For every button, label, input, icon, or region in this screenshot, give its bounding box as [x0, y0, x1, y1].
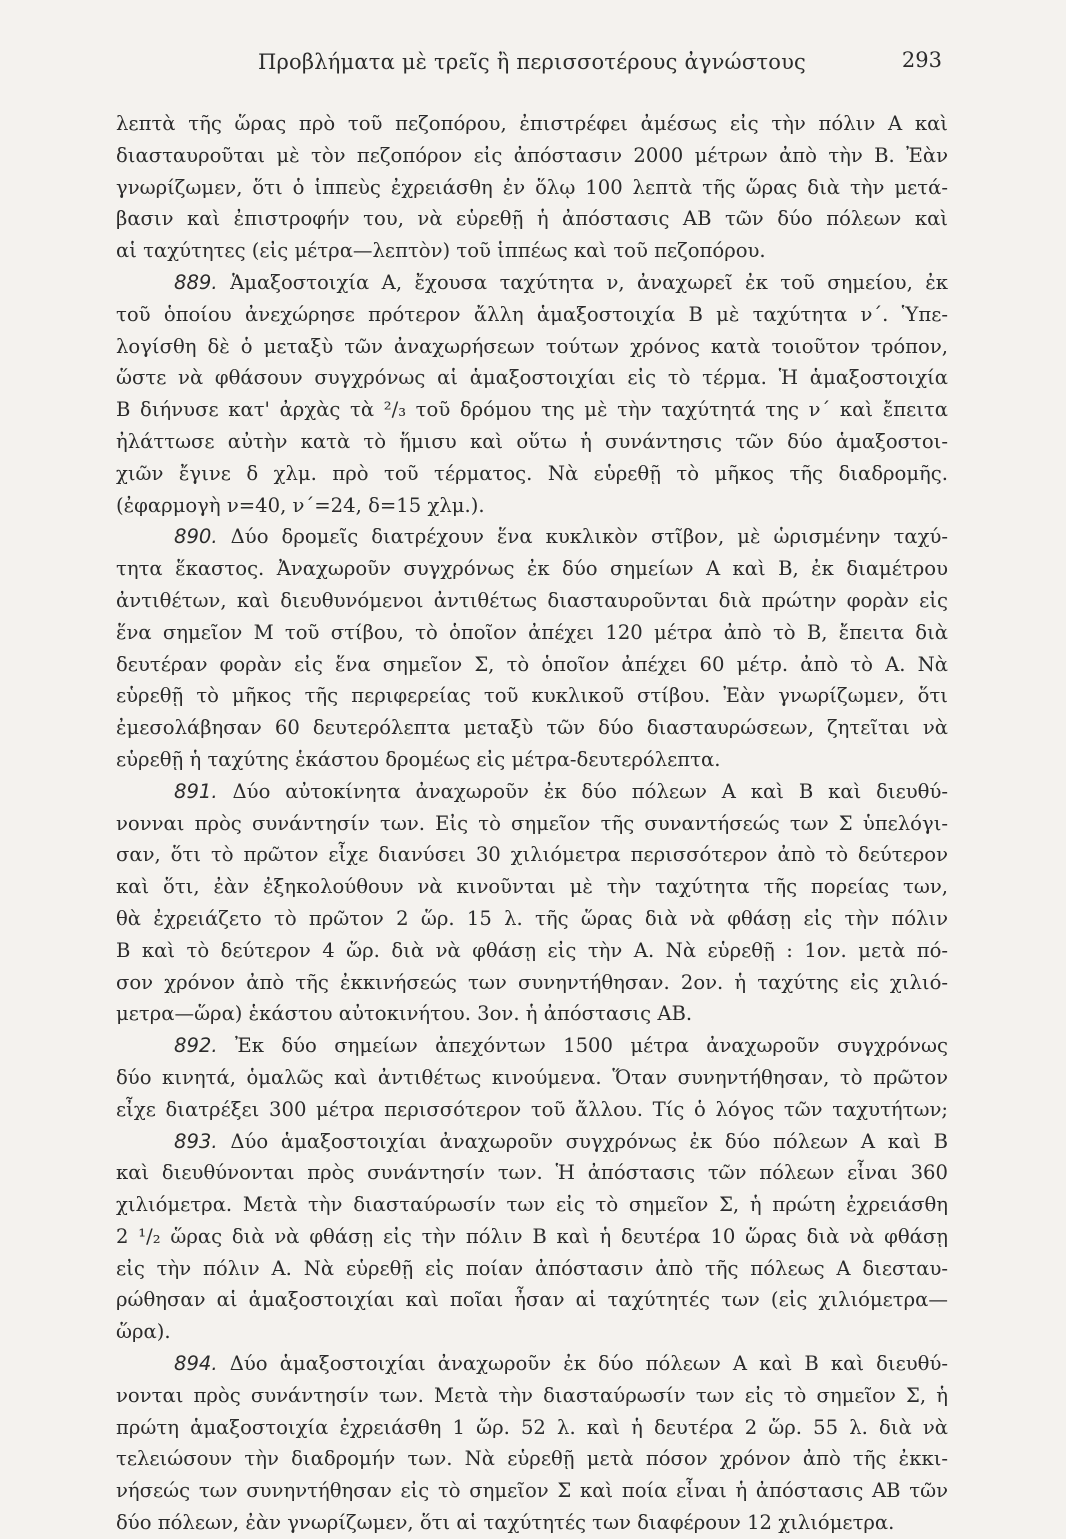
- problem-first-line: [116, 267, 948, 299]
- line-text: χιῶν ἔγινε δ χλμ. πρὸ τοῦ τέρματος. Νὰ εὑρεθῇ τὸ μῆκος τῆς διαδρομῆς.: [116, 461, 948, 485]
- text-line: [116, 1157, 948, 1189]
- problem-first-line: [116, 521, 948, 553]
- line-text: ρώθησαν αἱ ἁμαξοστοιχίαι καὶ ποῖαι ἦσαν αἱ ταχύτητές των (εἰς χιλιόμετρα—: [116, 1288, 948, 1312]
- text-line: [116, 903, 948, 935]
- problem-first-line: [116, 1030, 948, 1062]
- problem-number: 892.: [174, 1034, 218, 1058]
- line-text: εἰς τὴν πόλιν Α. Νὰ εὑρεθῇ εἰς ποίαν ἀπόστασιν ἀπὸ τῆς πόλεως Α διεσταυ-: [116, 1256, 948, 1280]
- line-text: ὥρα).: [116, 1320, 171, 1344]
- line-text: νονναι πρὸς συνάντησίν των. Εἰς τὸ σημεῖον τῆς συναντήσεώς των Σ ὑπελόγι-: [116, 811, 948, 835]
- line-text: Β καὶ τὸ δεύτερον 4 ὥρ. διὰ νὰ φθάσῃ εἰς τὴν Α. Νὰ εὑρεθῇ : 1ον. μετὰ πό-: [116, 938, 948, 962]
- line-text: λογίσθη δὲ ὁ μεταξὺ τῶν ἀναχωρήσεων τούτων χρόνος κατὰ τοιοῦτον τρόπον,: [116, 334, 948, 358]
- line-text: λεπτὰ τῆς ὥρας πρὸ τοῦ πεζοπόρου, ἐπιστρέφει ἀμέσως εἰς τὴν πόλιν Α καὶ: [116, 112, 948, 135]
- text-line: [116, 1507, 948, 1539]
- text-line: [116, 140, 948, 172]
- line-text: αἱ ταχύτητες (εἰς μέτρα—λεπτὸν) τοῦ ἱππέως καὶ τοῦ πεζοπόρου.: [116, 239, 766, 263]
- problem-number: 891.: [174, 779, 218, 803]
- line-text: Ἐκ δύο σημείων ἀπεχόντων 1500 μέτρα ἀναχωροῦν συγχρόνως: [235, 1034, 948, 1058]
- text-line: [116, 1062, 948, 1094]
- line-text: εἶχε διατρέξει 300 μέτρα περισσότερον τοῦ ἄλλου. Τίς ὁ λόγος τῶν ταχυτήτων;: [116, 1097, 948, 1121]
- line-text: ὥστε νὰ φθάσουν συγχρόνως αἱ ἁμαξοστοιχίαι εἰς τὸ τέρμα. Ἡ ἁμαξοστοιχία: [116, 366, 948, 390]
- text-line: [116, 839, 948, 871]
- line-text: Δύο ἁμαξοστοιχίαι ἀναχωροῦν συγχρόνως ἐκ δύο πόλεων Α καὶ Β: [230, 1129, 948, 1153]
- problem-first-line: [116, 776, 948, 808]
- text-line: [116, 1094, 948, 1126]
- text-line: [116, 649, 948, 681]
- problem-number: 889.: [174, 270, 218, 294]
- line-text: ἠλάττωσε αὐτὴν κατὰ τὸ ἥμισυ καὶ οὕτω ἡ συνάντησις τῶν δύο ἁμαξοστοι-: [116, 429, 948, 453]
- text-line: [116, 712, 948, 744]
- line-text: 2 ¹/₂ ὥρας διὰ νὰ φθάσῃ εἰς τὴν πόλιν Β καὶ ἡ δευτέρα 10 ὥρας διὰ νὰ φθάσῃ: [116, 1224, 948, 1248]
- line-text: Δύο ἁμαξοστοιχίαι ἀναχωροῦν ἐκ δύο πόλεων Α καὶ Β καὶ διευθύ-: [229, 1352, 948, 1376]
- text-line: [116, 458, 948, 490]
- text-line: [116, 362, 948, 394]
- line-text: Ἁμαξοστοιχία Α, ἔχουσα ταχύτητα ν, ἀναχωρεῖ ἐκ τοῦ σημείου, ἐκ: [230, 270, 948, 294]
- text-line: [116, 967, 948, 999]
- line-text: βασιν καὶ ἐπιστροφήν του, νὰ εὑρεθῇ ἡ ἀπόστασις ΑΒ τῶν δύο πόλεων καὶ: [116, 207, 948, 231]
- line-text: καὶ ὅτι, ἐὰν ἐξηκολούθουν νὰ κινοῦνται μὲ τὴν ταχύτητα τῆς πορείας των,: [116, 875, 948, 899]
- line-text: νήσεώς των συνηντήθησαν εἰς τὸ σημεῖον Σ καὶ ποία εἶναι ἡ ἀπόστασις ΑΒ τῶν: [116, 1479, 948, 1503]
- line-text: Δύο αὐτοκίνητα ἀναχωροῦν ἐκ δύο πόλεων Α καὶ Β καὶ διευθύ-: [232, 779, 948, 803]
- text-line: [116, 108, 948, 140]
- text-line: [116, 203, 948, 235]
- page-header: [118, 44, 948, 84]
- text-line: [116, 331, 948, 363]
- line-text: ἕνα σημεῖον Μ τοῦ στίβου, τὸ ὁποῖον ἀπέχει 120 μέτρα ἀπὸ τὸ Β, ἔπειτα διὰ: [116, 620, 948, 644]
- text-line: [116, 935, 948, 967]
- line-text: Β διήνυσε κατ' ἀρχὰς τὰ ²/₃ τοῦ δρόμου της μὲ τὴν ταχύτητά της ν΄ καὶ ἔπειτα: [116, 398, 948, 422]
- line-text: νονται πρὸς συνάντησίν των. Μετὰ τὴν διασταύρωσίν των εἰς τὸ σημεῖον Σ, ἡ: [116, 1383, 948, 1407]
- text-line: [116, 1475, 948, 1507]
- line-text: γνωρίζωμεν, ὅτι ὁ ἱππεὺς ἐχρειάσθη ἐν ὅλῳ 100 λεπτὰ τῆς ὥρας διὰ τὴν μετά-: [116, 175, 948, 199]
- line-text: δύο κινητά, ὁμαλῶς καὶ ἀντιθέτως κινούμενα. Ὅταν συνηντήθησαν, τὸ πρῶτον: [116, 1065, 948, 1089]
- text-line: [116, 235, 948, 267]
- line-text: ἐμεσολάβησαν 60 δευτερόλεπτα μεταξὺ τῶν δύο διασταυρώσεων, ζητεῖται νὰ: [116, 716, 948, 740]
- text-line: [116, 744, 948, 776]
- text-line: [116, 1189, 948, 1221]
- text-line: [116, 871, 948, 903]
- text-line: [116, 1253, 948, 1285]
- body-text: [116, 108, 948, 1539]
- line-text: (ἐφαρμογὴ ν=40, ν΄=24, δ=15 χλμ.).: [116, 493, 485, 517]
- text-line: [116, 1284, 948, 1316]
- line-text: καὶ διευθύνονται πρὸς συνάντησίν των. Ἡ ἀπόστασις τῶν πόλεων εἶναι 360: [116, 1161, 948, 1185]
- text-line: [116, 426, 948, 458]
- text-line: [116, 680, 948, 712]
- running-title: Προβλήματα μὲ τρεῖς ἢ περισσοτέρους ἀγνώστους: [258, 50, 807, 74]
- text-line: [116, 299, 948, 331]
- text-line: [116, 998, 948, 1030]
- text-line: [116, 617, 948, 649]
- problem-first-line: [116, 1348, 948, 1380]
- problem-number: 890.: [174, 525, 218, 549]
- problem-number: 893.: [174, 1129, 218, 1153]
- line-text: Δύο δρομεῖς διατρέχουν ἕνα κυκλικὸν στῖβον, μὲ ὡρισμένην ταχύ-: [230, 525, 948, 549]
- text-line: [116, 1412, 948, 1444]
- text-line: [116, 490, 948, 522]
- text-line: [116, 172, 948, 204]
- line-text: εὑρεθῇ τὸ μῆκος τῆς περιφερείας τοῦ κυκλικοῦ στίβου. Ἐὰν γνωρίζωμεν, ὅτι: [116, 684, 948, 708]
- line-text: θὰ ἐχρειάζετο τὸ πρῶτον 2 ὥρ. 15 λ. τῆς ὥρας διὰ νὰ φθάσῃ εἰς τὴν πόλιν: [116, 906, 948, 930]
- line-text: δευτέραν φορὰν εἰς ἕνα σημεῖον Σ, τὸ ὁποῖον ἀπέχει 60 μέτρ. ἀπὸ τὸ Α. Νὰ: [116, 652, 948, 676]
- line-text: σον χρόνον ἀπὸ τῆς ἐκκινήσεώς των συνηντήθησαν. 2ον. ἡ ταχύτης εἰς χιλιό-: [116, 970, 948, 994]
- line-text: δύο πόλεων, ἐὰν γνωρίζωμεν, ὅτι αἱ ταχύτητές των διαφέρουν 12 χιλιόμετρα.: [116, 1511, 895, 1535]
- text-line: [116, 808, 948, 840]
- line-text: σαν, ὅτι τὸ πρῶτον εἶχε διανύσει 30 χιλιόμετρα περισσότερον ἀπὸ τὸ δεύτερον: [116, 843, 948, 867]
- line-text: τελειώσουν τὴν διαδρομήν των. Νὰ εὑρεθῇ μετὰ πόσον χρόνον ἀπὸ τῆς ἐκκι-: [116, 1447, 948, 1471]
- text-line: [116, 1316, 948, 1348]
- text-line: [116, 553, 948, 585]
- text-line: [116, 1380, 948, 1412]
- line-text: εὑρεθῇ ἡ ταχύτης ἑκάστου δρομέως εἰς μέτρα-δευτερόλεπτα.: [116, 747, 721, 771]
- line-text: μετρα—ὥρα) ἑκάστου αὐτοκινήτου. 3ον. ἡ ἀπόστασις ΑΒ.: [116, 1002, 693, 1026]
- line-text: διασταυροῦται μὲ τὸν πεζοπόρον εἰς ἀπόστασιν 2000 μέτρων ἀπὸ τὴν Β. Ἐὰν: [116, 143, 948, 167]
- text-line: [116, 1221, 948, 1253]
- line-text: πρώτη ἁμαξοστοιχία ἐχρειάσθη 1 ὥρ. 52 λ. καὶ ἡ δευτέρα 2 ὥρ. 55 λ. διὰ νὰ: [116, 1415, 948, 1439]
- line-text: τητα ἕκαστος. Ἀναχωροῦν συγχρόνως ἐκ δύο σημείων Α καὶ Β, ἐκ διαμέτρου: [116, 557, 948, 581]
- line-text: τοῦ ὁποίου ἀνεχώρησε πρότερον ἄλλη ἁμαξοστοιχία Β μὲ ταχύτητα ν΄. Ὑπε-: [116, 302, 948, 326]
- line-text: ἀντιθέτων, καὶ διευθυνόμενοι ἀντιθέτως διασταυροῦνται διὰ πρώτην φορὰν εἰς: [116, 588, 948, 612]
- text-line: [116, 585, 948, 617]
- line-text: χιλιόμετρα. Μετὰ τὴν διασταύρωσίν των εἰς τὸ σημεῖον Σ, ἡ πρώτη ἐχρειάσθη: [116, 1193, 948, 1217]
- page-number: 293: [901, 48, 942, 72]
- problem-first-line: [116, 1126, 948, 1158]
- problem-number: 894.: [174, 1352, 218, 1376]
- text-line: [116, 394, 948, 426]
- text-line: [116, 1443, 948, 1475]
